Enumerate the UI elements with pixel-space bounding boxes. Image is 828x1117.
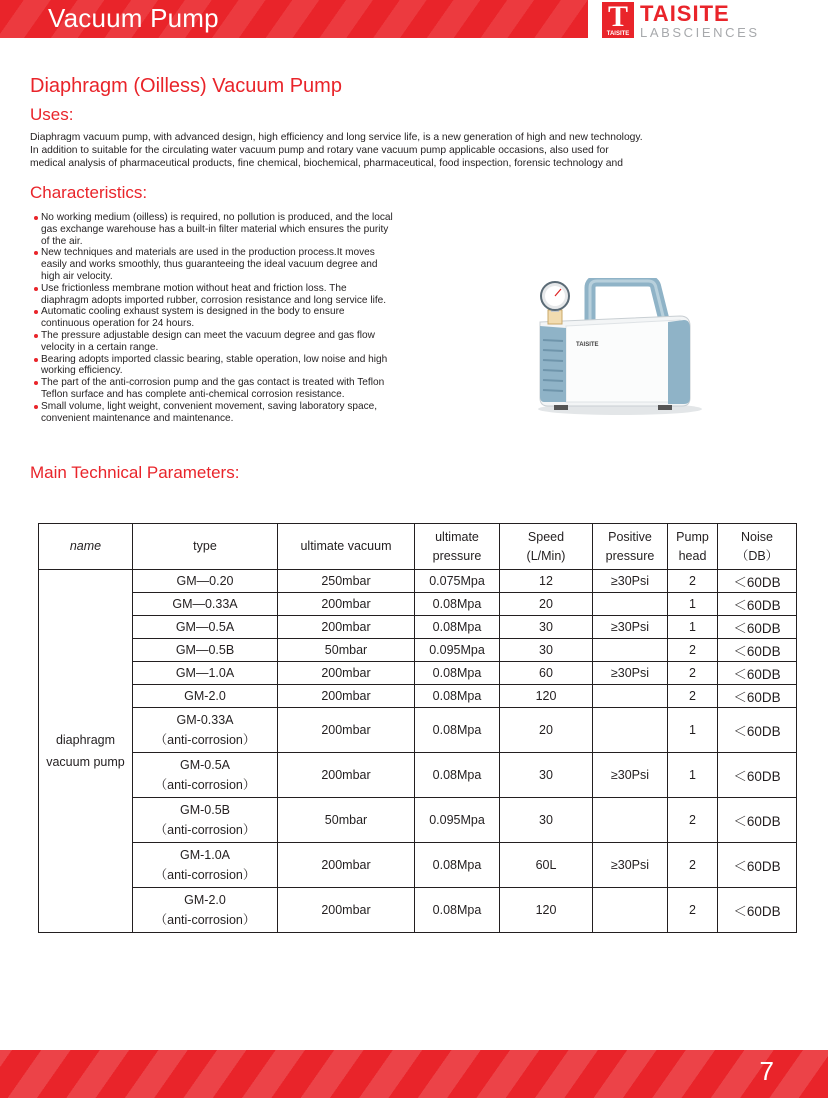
cell-speed: 20 — [500, 708, 593, 753]
table-row — [39, 888, 797, 933]
bullet-icon — [34, 358, 38, 362]
table-header-row — [39, 524, 797, 570]
characteristic-line: convenient maintenance and maintenance. — [41, 412, 234, 424]
cell-pressure: 0.08Mpa — [415, 616, 500, 639]
characteristic-line: of the air. — [41, 235, 83, 247]
cell-vacuum: 200mbar — [278, 708, 415, 753]
cell-head: 2 — [668, 639, 718, 662]
characteristic-item — [34, 377, 474, 401]
table-row — [39, 616, 797, 639]
characteristics-list — [34, 212, 474, 424]
cell-positive: ≥30Psi — [593, 843, 668, 888]
cell-type — [133, 888, 278, 933]
header-line: Noise — [741, 529, 773, 544]
header-line: Positive — [608, 529, 652, 544]
header-positive-pressure — [593, 524, 668, 570]
uses-line: In addition to suitable for the circulating water vacuum pump and rotary vane vacuum pump applicable occasions, also used for — [30, 145, 609, 156]
logo-brand: TAISITE — [640, 1, 730, 26]
table-row — [39, 662, 797, 685]
cell-noise: ＜60DB — [718, 593, 797, 616]
table-row — [39, 685, 797, 708]
cell-pressure: 0.08Mpa — [415, 662, 500, 685]
type-line: GM-0.33A — [176, 713, 234, 727]
cell-type — [133, 798, 278, 843]
cell-positive — [593, 888, 668, 933]
cell-speed: 60 — [500, 662, 593, 685]
uses-heading: Uses: — [30, 105, 74, 124]
cell-head: 2 — [668, 570, 718, 593]
table-row — [39, 708, 797, 753]
cell-vacuum: 50mbar — [278, 798, 415, 843]
bullet-icon — [34, 287, 38, 291]
characteristic-line: Use frictionless membrane motion without heat and friction loss. The — [41, 282, 347, 294]
characteristic-line: continuous operation for 24 hours. — [41, 318, 195, 330]
cell-head: 1 — [668, 753, 718, 798]
cell-type: GM—0.5B — [133, 639, 278, 662]
cell-noise: ＜60DB — [718, 616, 797, 639]
cell-speed: 20 — [500, 593, 593, 616]
cell-speed: 30 — [500, 639, 593, 662]
characteristic-item — [34, 212, 474, 247]
cell-head: 1 — [668, 593, 718, 616]
cell-speed: 30 — [500, 616, 593, 639]
cell-vacuum: 200mbar — [278, 593, 415, 616]
cell-head: 2 — [668, 685, 718, 708]
header-line: Pump — [676, 529, 709, 544]
type-line: GM-0.5B — [179, 803, 230, 817]
cell-positive — [593, 708, 668, 753]
cell-vacuum: 200mbar — [278, 685, 415, 708]
header-noise — [718, 524, 797, 570]
spec-table — [38, 523, 797, 933]
characteristic-line: New techniques and materials are used in the production process.It moves — [41, 247, 375, 259]
header-line: （DB） — [735, 548, 779, 563]
cell-type: GM—0.33A — [133, 593, 278, 616]
bullet-icon — [34, 251, 38, 255]
group-name-cell — [39, 570, 133, 933]
cell-noise: ＜60DB — [718, 753, 797, 798]
cell-pressure: 0.08Mpa — [415, 685, 500, 708]
group-name-line: vacuum pump — [46, 755, 125, 769]
table-body — [39, 570, 797, 933]
cell-noise: ＜60DB — [718, 843, 797, 888]
uses-text — [30, 131, 790, 170]
pump-image — [520, 278, 706, 418]
bullet-icon — [34, 310, 38, 314]
characteristic-item — [34, 354, 474, 378]
cell-head: 2 — [668, 662, 718, 685]
characteristic-line: working efficiency. — [41, 365, 123, 377]
logo-mark-small: TAISITE — [606, 31, 630, 37]
cell-head: 2 — [668, 798, 718, 843]
cell-noise: ＜60DB — [718, 639, 797, 662]
cell-vacuum: 200mbar — [278, 888, 415, 933]
characteristic-line: Teflon surface and has complete anti-chemical corrosion resistance. — [41, 388, 345, 400]
cell-type: GM—1.0A — [133, 662, 278, 685]
cell-noise: ＜60DB — [718, 662, 797, 685]
cell-speed: 120 — [500, 685, 593, 708]
params-heading: Main Technical Parameters: — [30, 463, 240, 482]
table-row — [39, 570, 797, 593]
characteristic-item — [34, 283, 474, 307]
footer-banner — [0, 1050, 828, 1098]
cell-positive: ≥30Psi — [593, 662, 668, 685]
cell-pressure: 0.08Mpa — [415, 888, 500, 933]
cell-speed: 30 — [500, 798, 593, 843]
type-line: GM-2.0 — [184, 893, 226, 907]
cell-positive — [593, 639, 668, 662]
cell-vacuum: 200mbar — [278, 616, 415, 639]
cell-pressure: 0.095Mpa — [415, 639, 500, 662]
cell-noise: ＜60DB — [718, 708, 797, 753]
table-row — [39, 593, 797, 616]
header-speed — [500, 524, 593, 570]
characteristic-line: gas exchange warehouse has a built-in filter material which ensures the purity — [41, 223, 389, 235]
cell-noise: ＜60DB — [718, 798, 797, 843]
cell-head: 1 — [668, 708, 718, 753]
characteristic-item — [34, 306, 474, 330]
cell-type — [133, 843, 278, 888]
cell-head: 2 — [668, 888, 718, 933]
header-name: name — [39, 524, 133, 570]
cell-type — [133, 753, 278, 798]
characteristic-line: The part of the anti-corrosion pump and the gas contact is treated with Teflon — [41, 377, 385, 389]
cell-head: 2 — [668, 843, 718, 888]
cell-type — [133, 708, 278, 753]
cell-positive: ≥30Psi — [593, 616, 668, 639]
cell-pressure: 0.095Mpa — [415, 798, 500, 843]
header-type: type — [133, 524, 278, 570]
cell-speed: 30 — [500, 753, 593, 798]
header-line: (L/Min) — [526, 548, 566, 563]
cell-vacuum: 250mbar — [278, 570, 415, 593]
type-line: GM-1.0A — [179, 848, 230, 862]
uses-line: medical analysis of pharmaceutical products, fine chemical, biochemical, pharmaceutical, food inspection, forensic technology and — [30, 158, 623, 169]
bullet-icon — [34, 334, 38, 338]
type-line: （anti-corrosion） — [154, 868, 256, 882]
logo-mark-letter: T — [607, 0, 628, 33]
header-pump-head — [668, 524, 718, 570]
cell-pressure: 0.08Mpa — [415, 753, 500, 798]
cell-type: GM-2.0 — [133, 685, 278, 708]
header-title: Vacuum Pump — [48, 3, 219, 33]
characteristic-line: velocity in a certain range. — [41, 341, 159, 353]
bullet-icon — [34, 216, 38, 220]
characteristic-line: Bearing adopts imported classic bearing, stable operation, low noise and high — [41, 353, 388, 365]
cell-positive — [593, 685, 668, 708]
header-banner — [0, 0, 588, 38]
type-line: （anti-corrosion） — [154, 913, 256, 927]
uses-line: Diaphragm vacuum pump, with advanced design, high efficiency and long service life, is a new generation of high and new technology. — [30, 132, 643, 143]
type-line: （anti-corrosion） — [154, 778, 256, 792]
header-line: pressure — [432, 548, 482, 563]
header-ultimate-pressure — [415, 524, 500, 570]
characteristic-item — [34, 401, 474, 425]
bullet-icon — [34, 381, 38, 385]
cell-pressure: 0.08Mpa — [415, 593, 500, 616]
cell-positive — [593, 798, 668, 843]
cell-noise: ＜60DB — [718, 685, 797, 708]
table-row — [39, 798, 797, 843]
cell-vacuum: 200mbar — [278, 753, 415, 798]
table-row — [39, 639, 797, 662]
cell-noise: ＜60DB — [718, 570, 797, 593]
bullet-icon — [34, 405, 38, 409]
logo-sub: LABSCIENCES — [640, 25, 760, 40]
cell-speed: 12 — [500, 570, 593, 593]
page-number: 7 — [759, 1056, 774, 1086]
header-line: ultimate — [435, 529, 479, 544]
group-name-line: diaphragm — [55, 733, 116, 747]
cell-speed: 60L — [500, 843, 593, 888]
logo-mark-icon — [602, 2, 634, 38]
characteristic-item — [34, 330, 474, 354]
cell-pressure: 0.08Mpa — [415, 708, 500, 753]
cell-speed: 120 — [500, 888, 593, 933]
characteristic-line: No working medium (oilless) is required, no pollution is produced, and the local — [41, 212, 393, 223]
header-line: pressure — [605, 548, 655, 563]
characteristic-line: Automatic cooling exhaust system is designed in the body to ensure — [41, 306, 345, 318]
characteristic-line: high air velocity. — [41, 270, 113, 282]
type-line: （anti-corrosion） — [154, 733, 256, 747]
type-line: GM-0.5A — [179, 758, 230, 772]
characteristic-line: easily and works smoothly, thus guaranteeing the ideal vacuum degree and — [41, 259, 378, 271]
brand-logo — [602, 0, 792, 42]
cell-pressure: 0.08Mpa — [415, 843, 500, 888]
cell-positive: ≥30Psi — [593, 753, 668, 798]
characteristics-heading: Characteristics: — [30, 183, 148, 202]
product-title: Diaphragm (Oilless) Vacuum Pump — [30, 75, 342, 97]
cell-vacuum: 200mbar — [278, 662, 415, 685]
header-line: head — [678, 548, 707, 563]
cell-vacuum: 200mbar — [278, 843, 415, 888]
cell-positive — [593, 593, 668, 616]
table-row — [39, 753, 797, 798]
header-ultimate-vacuum: ultimate vacuum — [278, 524, 415, 570]
characteristic-item — [34, 247, 474, 282]
cell-noise: ＜60DB — [718, 888, 797, 933]
characteristic-line: Small volume, light weight, convenient movement, saving laboratory space, — [41, 400, 378, 412]
cell-type: GM—0.5A — [133, 616, 278, 639]
characteristic-line: diaphragm adopts imported rubber, corrosion resistance and long service life. — [41, 294, 387, 306]
cell-type: GM—0.20 — [133, 570, 278, 593]
header-line: Speed — [527, 529, 565, 544]
cell-vacuum: 50mbar — [278, 639, 415, 662]
cell-head: 1 — [668, 616, 718, 639]
cell-pressure: 0.075Mpa — [415, 570, 500, 593]
cell-positive: ≥30Psi — [593, 570, 668, 593]
type-line: （anti-corrosion） — [154, 823, 256, 837]
pump-brand-label: TAISITE — [576, 342, 599, 348]
table-row — [39, 843, 797, 888]
characteristic-line: The pressure adjustable design can meet the vacuum degree and gas flow — [41, 329, 375, 341]
